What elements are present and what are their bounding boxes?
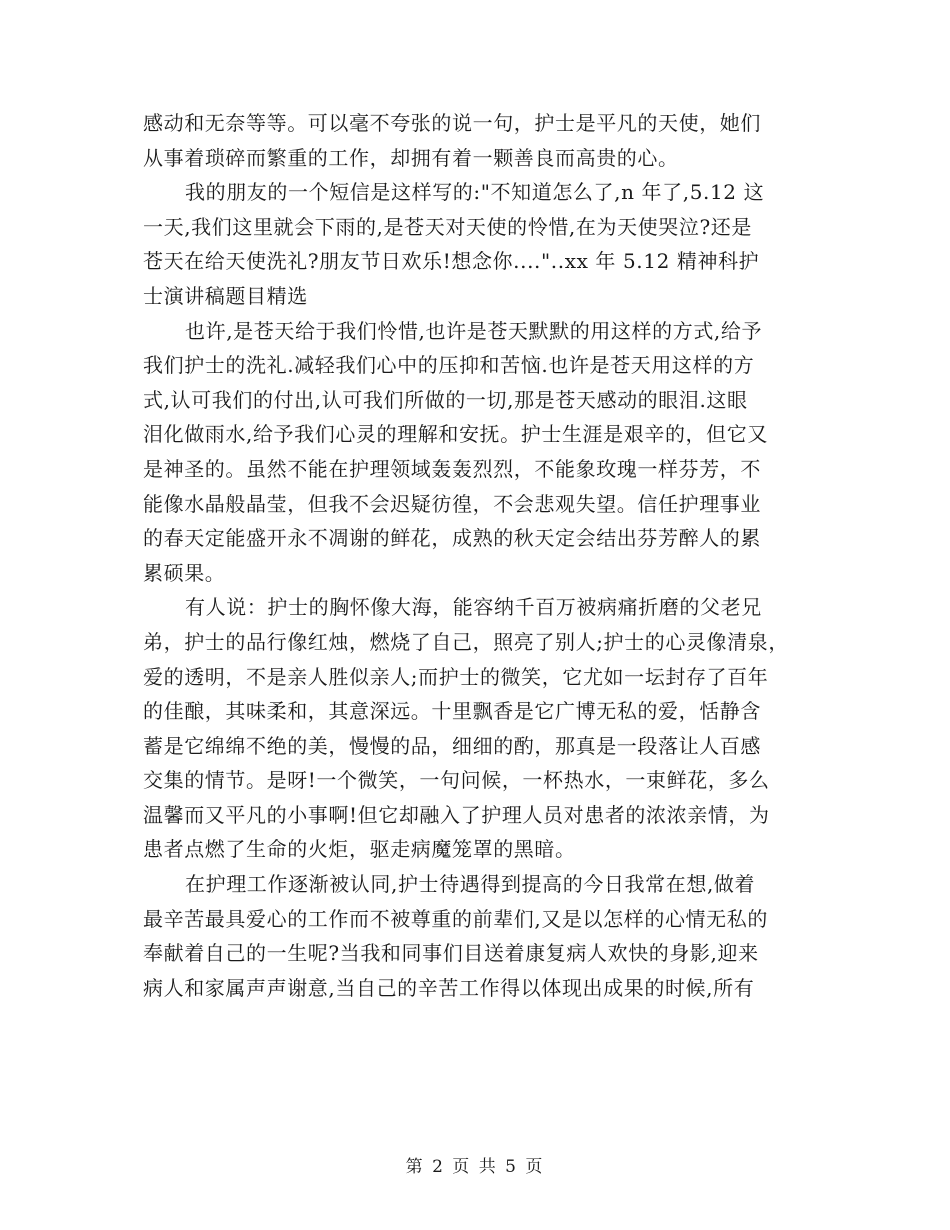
text-line: 从事着琐碎而繁重的工作，却拥有着一颗善良而高贵的心。 xyxy=(143,145,679,170)
paragraph-5 xyxy=(143,867,811,1005)
text-line: 累硕果。 xyxy=(143,560,226,585)
text-line: 的佳酿，其味柔和，其意深远。十里飘香是它广博无私的爱，恬静含 xyxy=(143,699,761,724)
text-line: 病人和家属声声谢意,当自己的辛苦工作得以体现出成果的时候,所有 xyxy=(143,975,755,1000)
text-line: 弟，护士的品行像红烛，燃烧了自己，照亮了别人;护士的心灵像清泉， xyxy=(143,629,789,654)
text-line: 蓄是它绵绵不绝的美，慢慢的品，细细的酌，那真是一段落让人百感 xyxy=(143,733,761,758)
text-line: 爱的透明，不是亲人胜似亲人;而护士的微笑，它尤如一坛封存了百年 xyxy=(143,664,769,689)
text-line: 我的朋友的一个短信是这样写的:"不知道怎么了,n 年了,5.12 这 xyxy=(185,180,765,205)
text-line: 能像水晶般晶莹，但我不会迟疑彷徨，不会悲观失望。信任护理事业 xyxy=(143,491,761,516)
text-line: 苍天在给天使洗礼?朋友节日欢乐!想念你...."..xx 年 5.12 精神科护 xyxy=(143,249,760,274)
text-line: 温馨而又平凡的小事啊!但它却融入了护理人员对患者的浓浓亲情，为 xyxy=(143,802,770,827)
text-line: 也许,是苍天给于我们怜惜,也许是苍天默默的用这样的方式,给予 xyxy=(185,318,763,343)
text-line: 是神圣的。虽然不能在护理领域轰轰烈烈，不能象玫瑰一样芬芳，不 xyxy=(143,456,761,481)
text-line: 交集的情节。是呀!一个微笑，一句问候，一杯热水，一束鲜花，多么 xyxy=(143,768,770,793)
text-line: 泪化做雨水,给予我们心灵的理解和安抚。护士生涯是艰辛的，但它又 xyxy=(143,422,768,447)
paragraph-1 xyxy=(143,106,811,175)
text-line: 最辛苦最具爱心的工作而不被尊重的前辈们,又是以怎样的心情无私的 xyxy=(143,906,768,931)
text-line: 有人说：护士的胸怀像大海，能容纳千百万被病痛折磨的父老兄 xyxy=(185,595,762,620)
text-line: 式,认可我们的付出,认可我们所做的一切,那是苍天感动的眼泪.这眼 xyxy=(143,387,748,412)
text-line: 我们护士的洗礼.减轻我们心中的压抑和苦恼.也许是苍天用这样的方 xyxy=(143,353,755,378)
document-body xyxy=(143,106,811,1005)
text-line: 奉献着自己的一生呢?当我和同事们目送着康复病人欢快的身影,迎来 xyxy=(143,941,759,966)
text-line: 士演讲稿题目精选 xyxy=(143,283,308,308)
text-line: 的春天定能盛开永不凋谢的鲜花，成熟的秋天定会结出芬芳醉人的累 xyxy=(143,526,761,551)
page-number-footer: 第 2 页 共 5 页 xyxy=(405,1157,545,1177)
text-line: 一天,我们这里就会下雨的,是苍天对天使的怜惜,在为天使哭泣?还是 xyxy=(143,214,752,239)
paragraph-4 xyxy=(143,590,811,867)
text-line: 在护理工作逐渐被认同,护士待遇得到提高的今日我常在想,做着 xyxy=(185,872,756,897)
text-line: 患者点燃了生命的火炬，驱走病魔笼罩的黑暗。 xyxy=(143,837,576,862)
text-line: 感动和无奈等等。可以毫不夸张的说一句，护士是平凡的天使，她们 xyxy=(143,111,761,135)
paragraph-3 xyxy=(143,314,811,591)
paragraph-2 xyxy=(143,175,811,313)
